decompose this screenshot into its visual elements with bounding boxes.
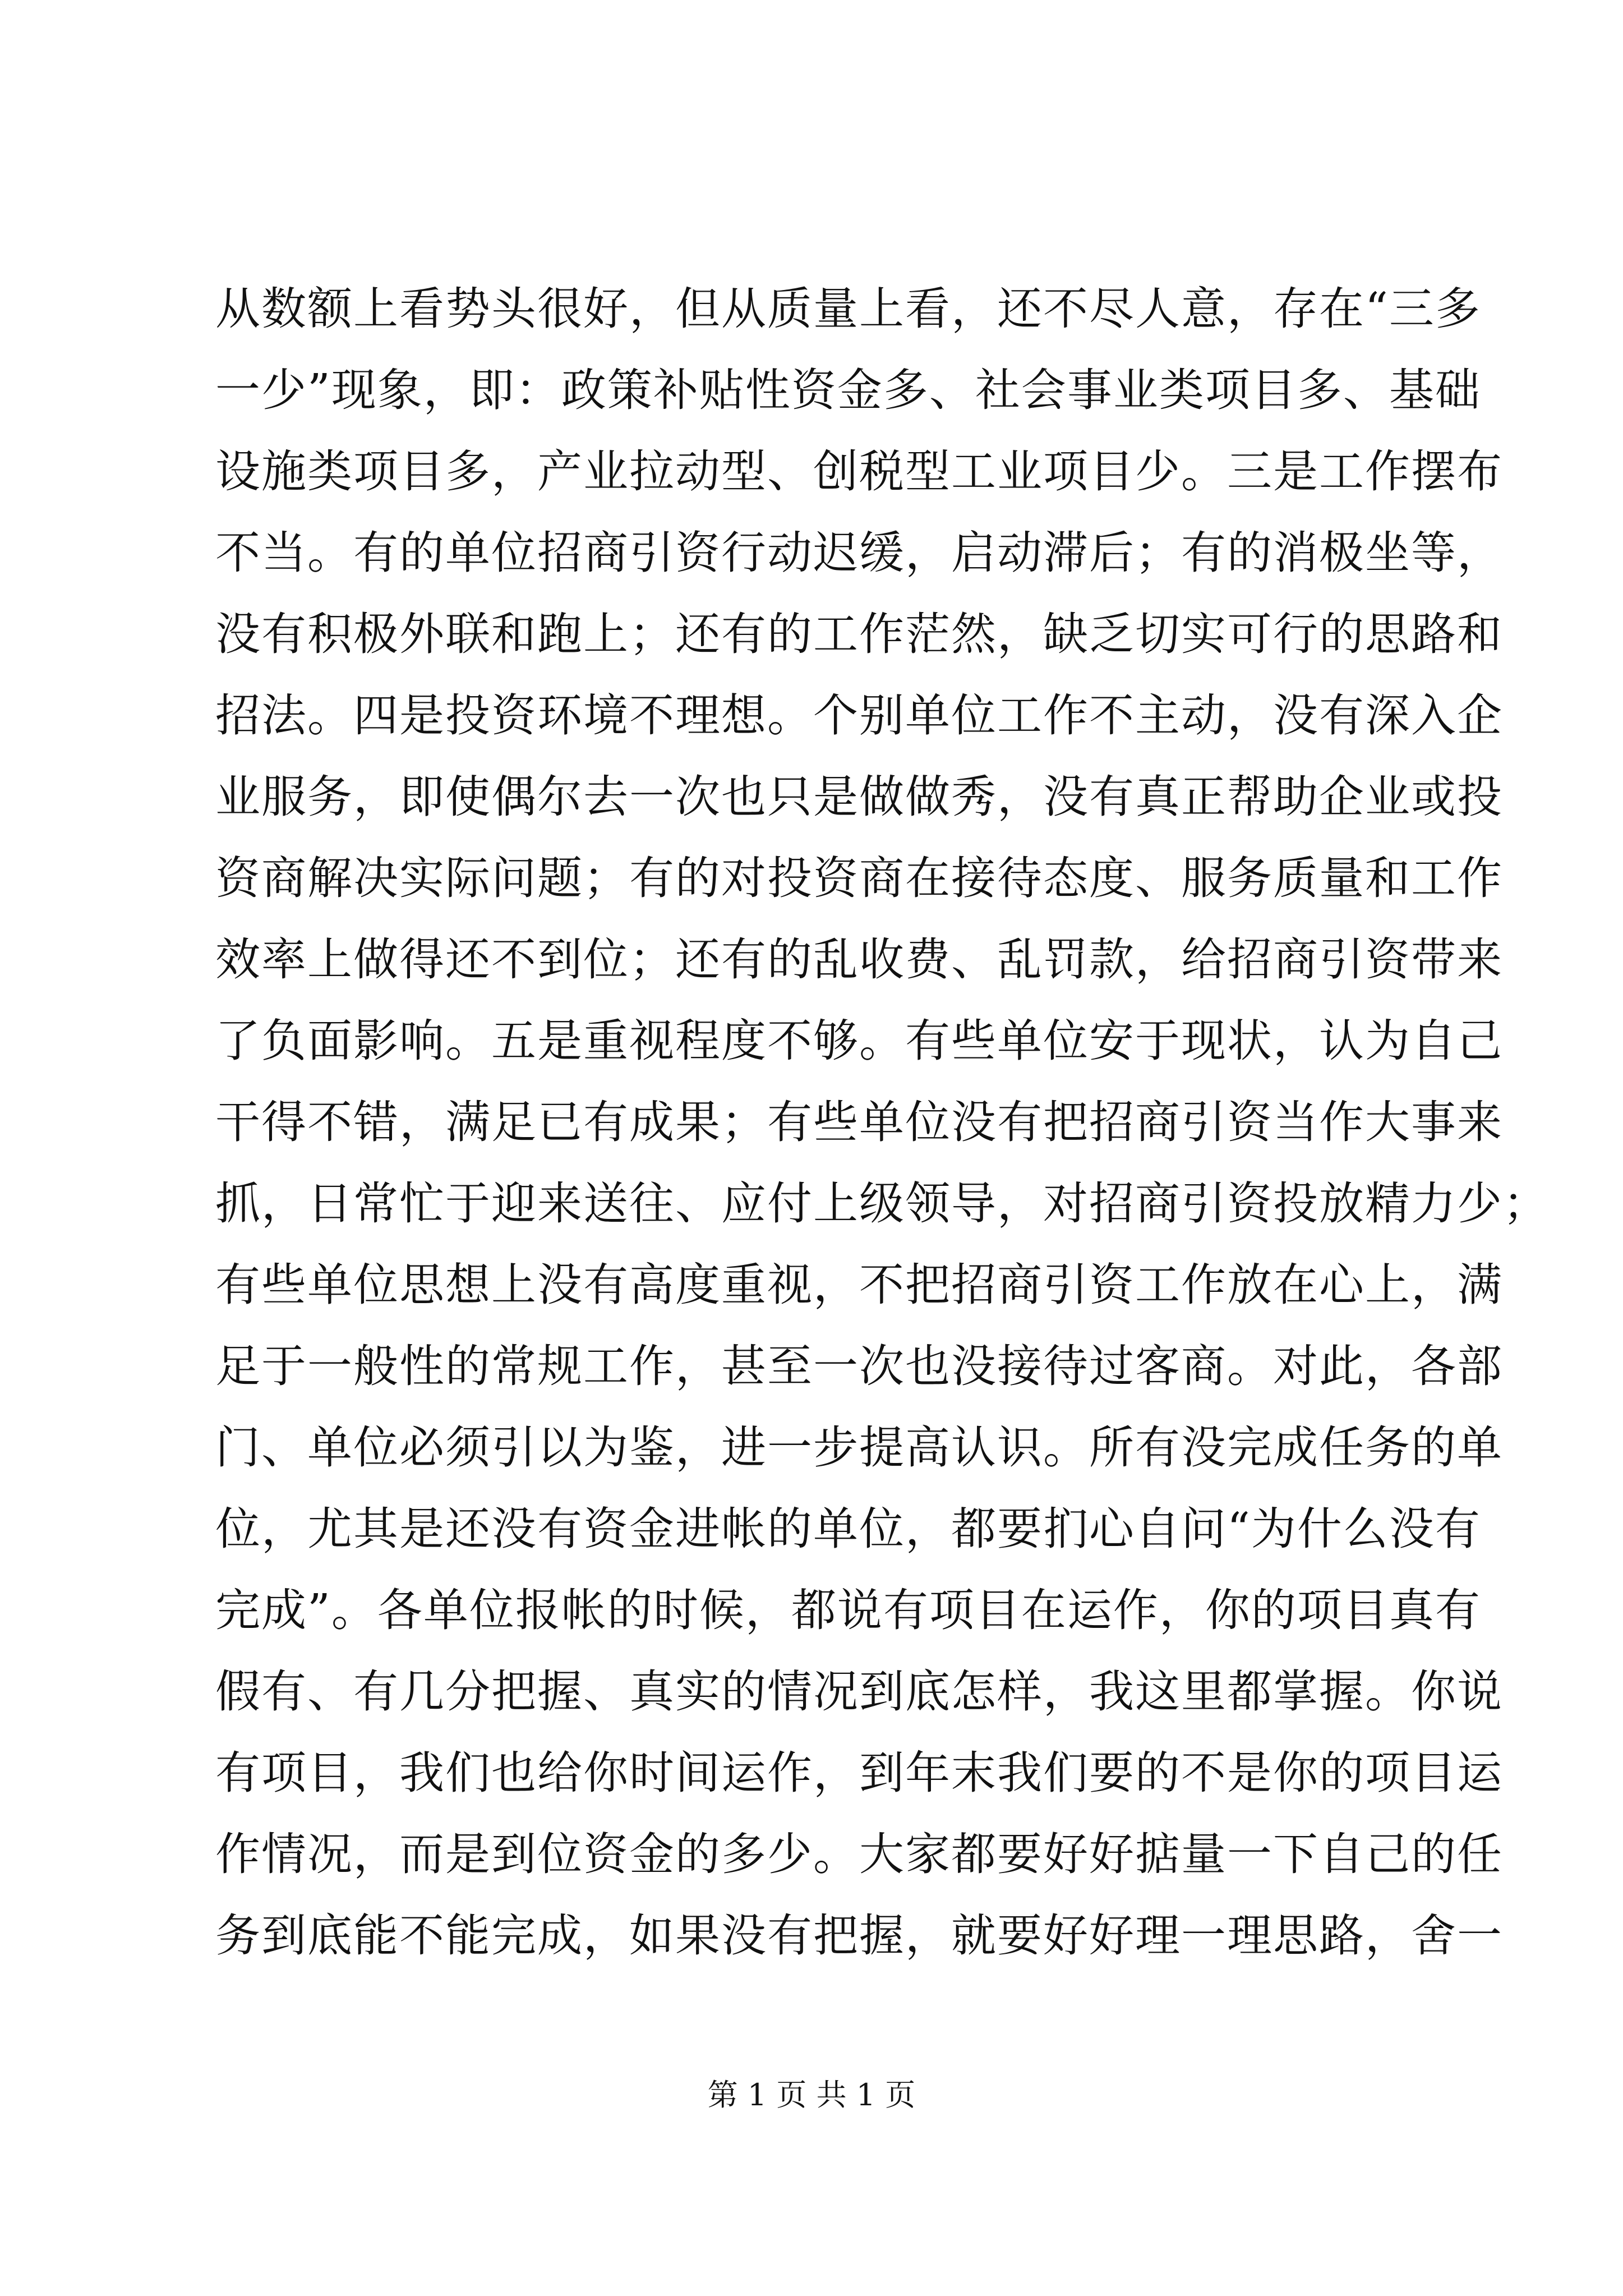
text-line: 位，尤其是还没有资金进帐的单位，都要扪心自问“为什么没有 [215,1503,1481,1555]
text-line: 从数额上看势头很好，但从质量上看，还不尽人意，存在“三多 [215,283,1481,335]
text-line: 作情况，而是到位资金的多少。大家都要好好掂量一下自己的任 [215,1828,1503,1880]
text-line: 效率上做得还不到位；还有的乱收费、乱罚款，给招商引资带来 [215,933,1503,986]
text-line: 有些单位思想上没有高度重视，不把招商引资工作放在心上，满 [215,1259,1503,1311]
text-line: 一少”现象，即：政策补贴性资金多、社会事业类项目多、基础 [215,364,1481,416]
text-line: 抓，日常忙于迎来送往、应付上级领导，对招商引资投放精力少； [215,1177,1549,1230]
text-line: 资商解决实际问题；有的对投资商在接待态度、服务质量和工作 [215,852,1503,904]
text-line: 足于一般性的常规工作，甚至一次也没接待过客商。对此，各部 [215,1340,1503,1392]
text-line: 没有积极外联和跑上；还有的工作茫然，缺乏切实可行的思路和 [215,608,1503,660]
text-line: 不当。有的单位招商引资行动迟缓，启动滞后；有的消极坐等， [215,527,1503,579]
text-line: 门、单位必须引以为鉴，进一步提高认识。所有没完成任务的单 [215,1421,1503,1474]
text-line: 设施类项目多，产业拉动型、创税型工业项目少。三是工作摆布 [215,445,1503,498]
text-line: 完成”。各单位报帐的时候，都说有项目在运作，你的项目真有 [215,1584,1481,1636]
text-line: 了负面影响。五是重视程度不够。有些单位安于现状，认为自己 [215,1015,1503,1067]
text-line: 招法。四是投资环境不理想。个别单位工作不主动，没有深入企 [215,689,1503,742]
text-line: 业服务，即使偶尔去一次也只是做做秀，没有真正帮助企业或投 [215,771,1503,823]
body-text [215,268,1549,1976]
text-line: 干得不错，满足已有成果；有些单位没有把招商引资当作大事来 [215,1096,1503,1148]
text-line: 有项目，我们也给你时间运作，到年末我们要的不是你的项目运 [215,1747,1503,1799]
page-footer: 第 1 页 共 1 页 [707,2077,916,2113]
text-line: 务到底能不能完成，如果没有把握，就要好好理一理思路，舍一 [215,1910,1503,1962]
text-line: 假有、有几分把握、真实的情况到底怎样，我这里都掌握。你说 [215,1665,1503,1718]
